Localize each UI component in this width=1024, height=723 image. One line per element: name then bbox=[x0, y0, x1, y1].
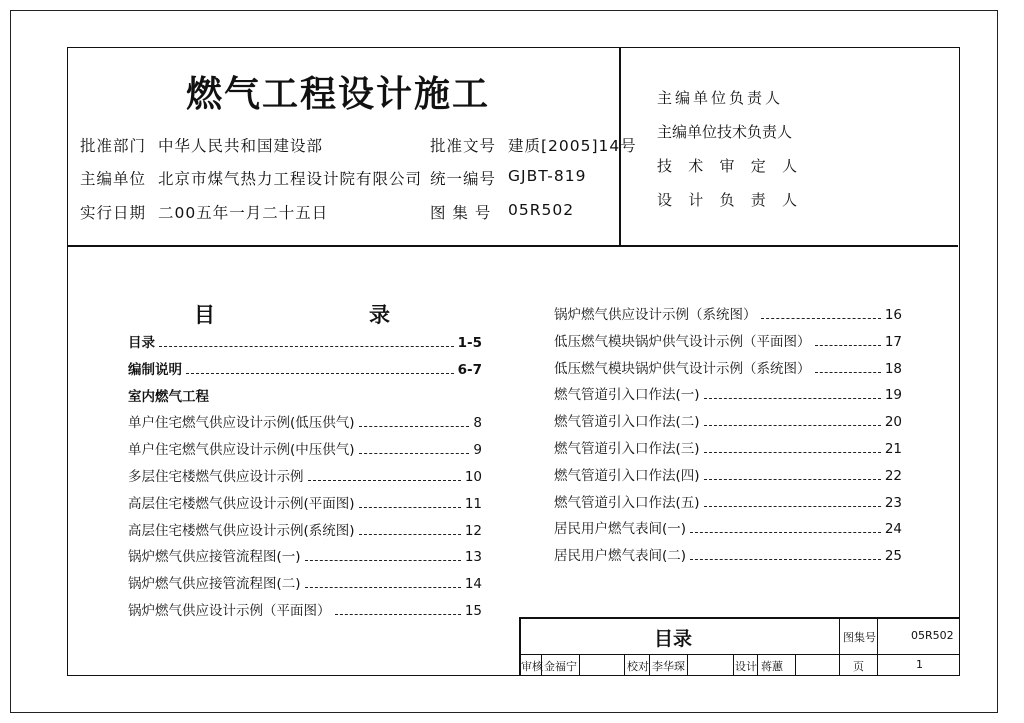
toc-entry bbox=[554, 357, 902, 377]
toc-entry-page: 23 bbox=[884, 494, 902, 511]
toc-entry-page: 19 bbox=[884, 387, 902, 404]
chief-unit-value: 北京市煤气热力工程设计院有限公司 bbox=[158, 170, 423, 188]
toc-leader bbox=[335, 614, 461, 615]
toc-entry bbox=[554, 517, 902, 537]
toc-entry-title: 居民用户燃气表间(一) bbox=[554, 521, 687, 538]
toc-entry-title: 高层住宅楼燃气供应设计示例(系统图) bbox=[128, 522, 355, 539]
review-label: 审核 bbox=[521, 660, 543, 673]
page-number: 1 bbox=[916, 658, 923, 671]
toc-title-left: 目 bbox=[194, 303, 215, 327]
toc-entry-title: 高层住宅楼燃气供应设计示例(平面图) bbox=[128, 495, 355, 512]
toc-entry-page: 15 bbox=[464, 603, 482, 619]
toc-entry bbox=[554, 303, 902, 323]
effective-date-label: 实行日期 bbox=[80, 204, 147, 222]
toc-entry bbox=[554, 491, 902, 511]
chief-unit-head: 主编单位负责人 bbox=[657, 89, 784, 107]
toc-entry-page: 1-5 bbox=[457, 335, 482, 351]
toc-leader bbox=[359, 507, 461, 508]
toc-entry bbox=[128, 519, 482, 539]
toc-entry-title: 燃气管道引入口作法(三) bbox=[554, 441, 700, 457]
toc-leader bbox=[704, 425, 881, 426]
toc-entry bbox=[554, 383, 902, 403]
check-signature: 李华琛 bbox=[652, 660, 685, 673]
design-head bbox=[657, 189, 797, 210]
toc-entry bbox=[128, 465, 482, 485]
toc-leader bbox=[704, 506, 881, 507]
toc-entry bbox=[128, 545, 482, 565]
toc-entry bbox=[128, 572, 482, 592]
toc-entry-title: 锅炉燃气供应接管流程图(一) bbox=[128, 549, 301, 566]
title-block bbox=[519, 617, 959, 675]
reviewer-char: 人 bbox=[781, 157, 797, 175]
toc-entry-page: 13 bbox=[464, 549, 482, 566]
reviewer-char: 审 bbox=[719, 157, 735, 175]
approval-dept-value: 中华人民共和国建设部 bbox=[158, 137, 324, 155]
chief-unit-label: 主编单位 bbox=[80, 170, 147, 188]
toc-entry-title: 燃气管道引入口作法(五) bbox=[554, 494, 700, 511]
design-label: 设计 bbox=[735, 660, 757, 673]
toc-leader bbox=[815, 345, 881, 346]
effective-date-value: 二00五年一月二十五日 bbox=[158, 204, 329, 222]
toc-leader bbox=[761, 318, 881, 319]
toc-entry-title: 室内燃气工程 bbox=[128, 388, 209, 405]
toc-entry bbox=[128, 492, 482, 512]
toc-leader bbox=[690, 559, 881, 560]
check-label: 校对 bbox=[627, 660, 649, 673]
toc-entry bbox=[128, 599, 482, 619]
review-signature: 金福宁 bbox=[544, 660, 577, 673]
toc-entry-page: 25 bbox=[884, 548, 902, 565]
toc-leader bbox=[308, 480, 461, 481]
toc-title-right: 录 bbox=[369, 303, 390, 327]
toc-entry-title: 锅炉燃气供应设计示例（系统图） bbox=[554, 307, 757, 323]
toc-leader bbox=[690, 532, 881, 533]
toc-leader bbox=[159, 346, 454, 347]
toc-entry bbox=[128, 385, 482, 405]
design-head-char: 责 bbox=[750, 191, 766, 209]
toc-entry bbox=[554, 544, 902, 564]
toc-entry-page: 18 bbox=[884, 360, 902, 377]
technical-reviewer bbox=[657, 155, 797, 176]
reviewer-char: 术 bbox=[688, 157, 704, 175]
toc-entry-title: 燃气管道引入口作法(一) bbox=[554, 387, 700, 404]
atlas-no-label: 图 集 号 bbox=[430, 204, 492, 222]
toc-entry-title: 居民用户燃气表间(二) bbox=[554, 548, 687, 565]
toc-entry bbox=[554, 464, 902, 484]
toc-entry-title: 目录 bbox=[128, 335, 155, 351]
design-head-char: 设 bbox=[657, 191, 673, 209]
toc-entry bbox=[554, 410, 902, 430]
title-block-atlas-value: 05R502 bbox=[911, 629, 954, 642]
toc-entry-title: 燃气管道引入口作法(二) bbox=[554, 414, 700, 431]
approval-no-label: 批准文号 bbox=[430, 137, 497, 155]
toc-entry-title: 单户住宅燃气供应设计示例(中压供气) bbox=[128, 442, 355, 459]
toc-entry-page: 10 bbox=[464, 469, 482, 485]
reviewer-char: 定 bbox=[750, 157, 766, 175]
design-head-char: 负 bbox=[719, 191, 735, 209]
toc-leader bbox=[704, 452, 881, 453]
toc-entry-page: 12 bbox=[464, 522, 482, 539]
design-head-char: 人 bbox=[781, 191, 797, 209]
toc-leader bbox=[359, 426, 470, 427]
toc-entry bbox=[128, 358, 482, 378]
toc-entry-page: 9 bbox=[473, 442, 482, 459]
toc-entry-page: 22 bbox=[884, 467, 902, 484]
toc-entry-title: 锅炉燃气供应设计示例（平面图） bbox=[128, 603, 331, 619]
design-signature: 蒋蕙 bbox=[761, 660, 783, 673]
toc-entry-page: 14 bbox=[464, 576, 482, 593]
toc-entry-title: 多层住宅楼燃气供应设计示例 bbox=[128, 469, 304, 485]
toc-entry-title: 单户住宅燃气供应设计示例(低压供气) bbox=[128, 415, 355, 432]
toc-leader bbox=[359, 534, 461, 535]
toc-entry bbox=[554, 330, 902, 350]
toc-leader bbox=[186, 373, 454, 374]
toc-entry-page: 11 bbox=[464, 495, 482, 512]
approval-no-value: 建质[2005]14号 bbox=[508, 137, 637, 155]
toc-entry bbox=[128, 411, 482, 431]
toc-entry bbox=[128, 331, 482, 351]
header-divider bbox=[68, 245, 958, 247]
toc-entry-page: 21 bbox=[884, 441, 902, 457]
reviewer-char: 技 bbox=[657, 157, 673, 175]
unified-no-label: 统一编号 bbox=[430, 170, 497, 188]
title-block-atlas-label: 图集号 bbox=[843, 631, 876, 644]
toc-entry-page: 17 bbox=[884, 333, 902, 350]
chief-unit-tech-head: 主编单位技术负责人 bbox=[657, 123, 793, 141]
approval-dept-label: 批准部门 bbox=[80, 137, 147, 155]
toc-entry-page: 8 bbox=[473, 415, 482, 432]
toc-entry-title: 编制说明 bbox=[128, 361, 182, 378]
title-block-name: 目录 bbox=[654, 628, 693, 650]
toc-entry-page: 6-7 bbox=[457, 361, 482, 378]
toc-entry-title: 低压燃气模块锅炉供气设计示例（平面图） bbox=[554, 333, 811, 350]
toc-entry bbox=[554, 437, 902, 457]
toc-leader bbox=[305, 587, 461, 588]
page-label: 页 bbox=[853, 660, 864, 673]
toc-entry-page: 20 bbox=[884, 414, 902, 431]
toc-leader bbox=[704, 398, 881, 399]
toc-leader bbox=[305, 560, 461, 561]
atlas-no-value: 05R502 bbox=[508, 201, 575, 219]
toc-leader bbox=[704, 479, 881, 480]
unified-no-value: GJBT-819 bbox=[508, 167, 587, 185]
toc-entry-title: 低压燃气模块锅炉供气设计示例（系统图） bbox=[554, 360, 811, 377]
toc-entry bbox=[128, 438, 482, 458]
toc-entry-title: 锅炉燃气供应接管流程图(二) bbox=[128, 576, 301, 593]
toc-entry-title: 燃气管道引入口作法(四) bbox=[554, 467, 700, 484]
toc-entry-page: 24 bbox=[884, 521, 902, 538]
design-head-char: 计 bbox=[688, 191, 704, 209]
toc-entry-page: 16 bbox=[884, 307, 902, 323]
toc-leader bbox=[815, 372, 881, 373]
atlas-title: 燃气工程设计施工 bbox=[186, 74, 491, 115]
toc-leader bbox=[359, 453, 470, 454]
